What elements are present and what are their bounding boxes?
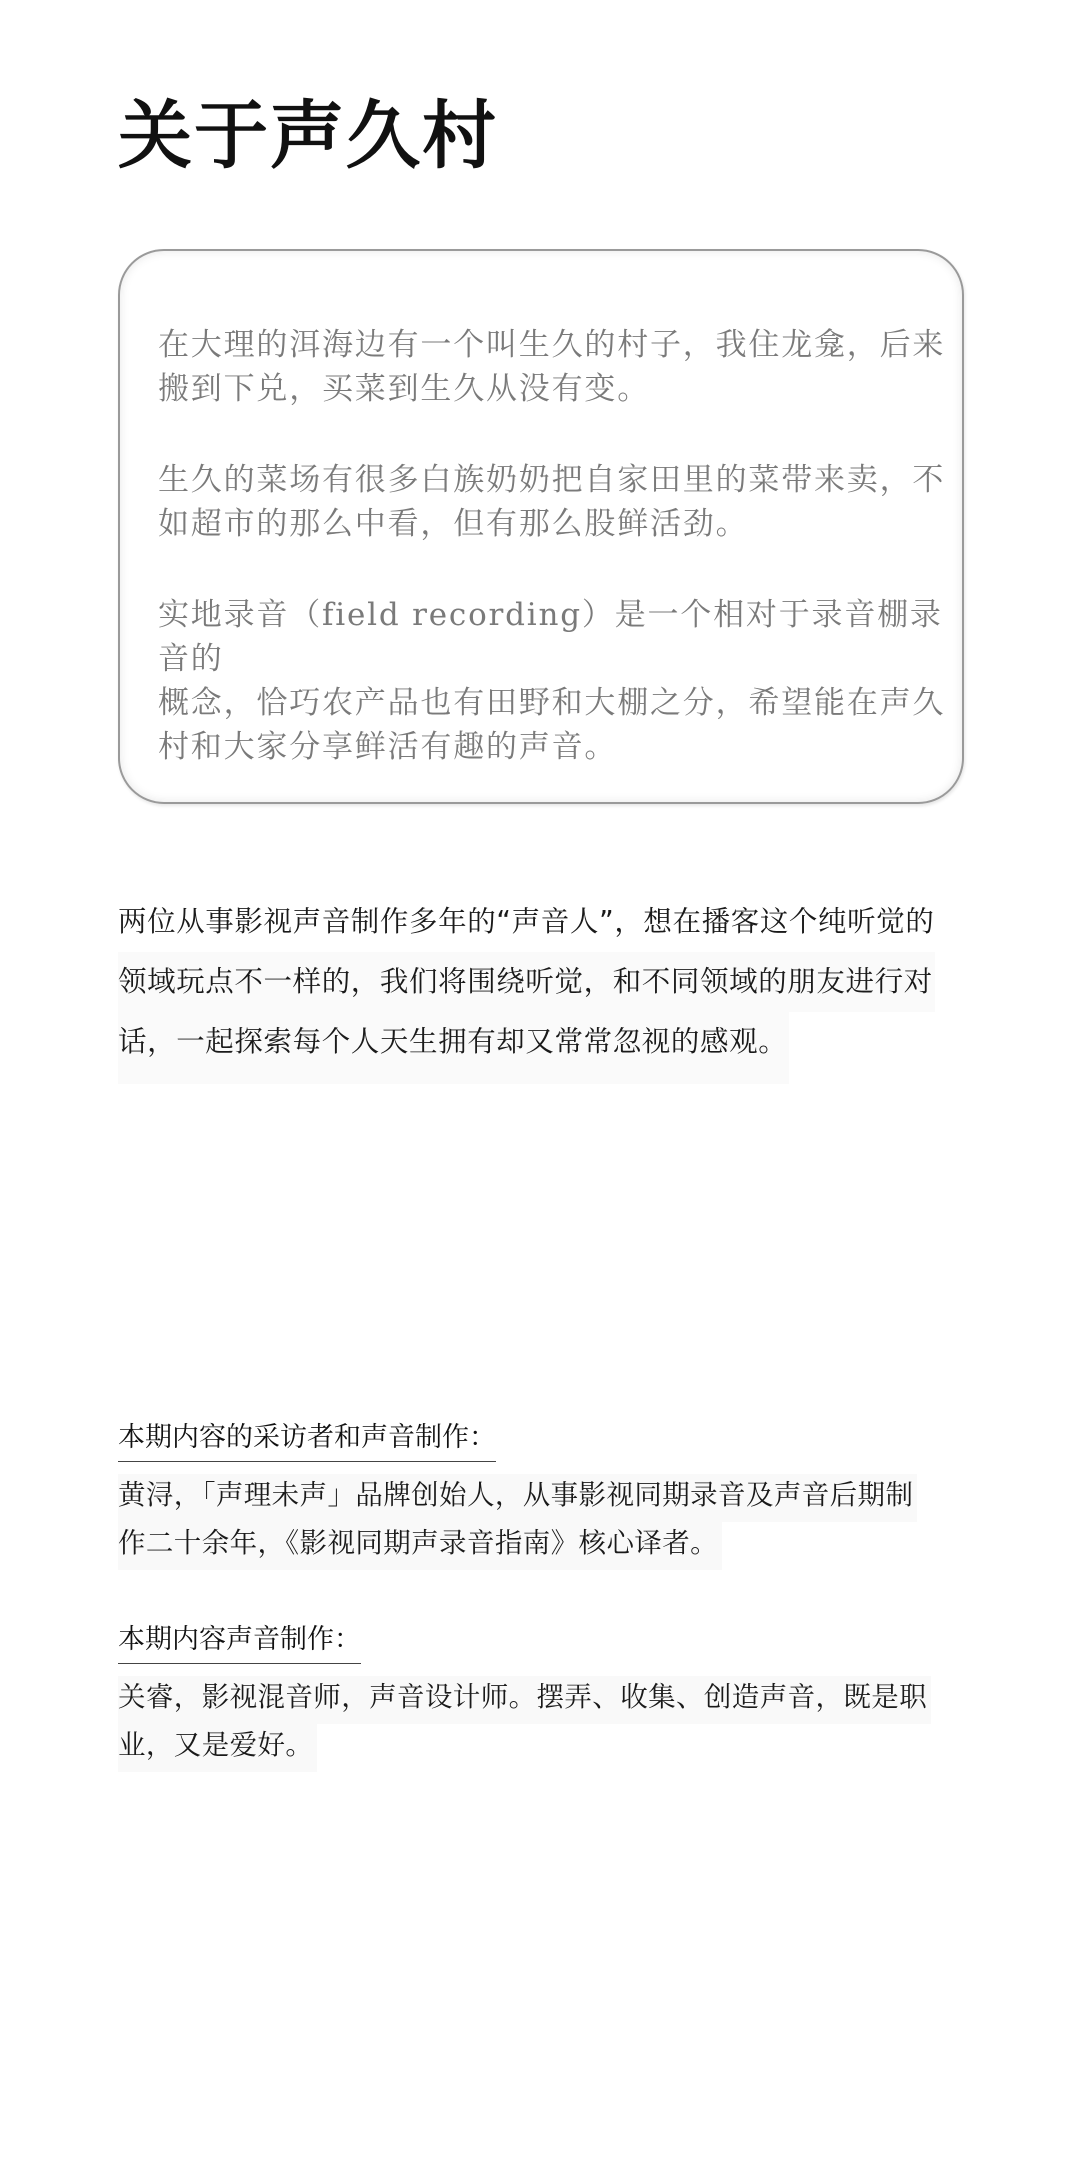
note-line: 在大理的洱海边有一个叫生久的村子，我住龙龛，后来: [158, 327, 946, 363]
page-title: 关于声久村: [118, 93, 498, 179]
note-line: 如超市的那么中看，但有那么股鲜活劲。: [158, 506, 749, 542]
intro-line: 话，一起探索每个人天生拥有却又常常忽视的感观。: [118, 1012, 789, 1084]
interviewer-credit-body: [118, 1474, 978, 1570]
sound-production-credit-heading: 本期内容声音制作：: [118, 1620, 361, 1664]
note-line: 生久的菜场有很多白族奶奶把自家田里的菜带来卖，不: [158, 462, 946, 498]
note-paragraph: [158, 458, 958, 546]
intro-line: 两位从事影视声音制作多年的“声音人”，想在播客这个纯听觉的: [118, 905, 935, 938]
credit-line: 关睿，影视混音师，声音设计师。摆弄、收集、创造声音，既是职: [118, 1676, 931, 1724]
note-paragraph: [158, 593, 958, 769]
credit-line: 黄浔，「声理未声」品牌创始人，从事影视同期录音及声音后期制: [118, 1474, 917, 1522]
intro-line: 领域玩点不一样的，我们将围绕听觉，和不同领域的朋友进行对: [118, 952, 935, 1012]
note-line: 村和大家分享鲜活有趣的声音。: [158, 729, 618, 765]
credit-line: 业，又是爱好。: [118, 1724, 317, 1772]
note-line: 实地录音（field recording）是一个相对于录音棚录音的: [158, 597, 943, 677]
podcast-intro-paragraph: [118, 892, 968, 1084]
note-line: 搬到下兑，买菜到生久从没有变。: [158, 371, 650, 407]
credit-line: 作二十余年，《影视同期声录音指南》核心译者。: [118, 1522, 722, 1570]
note-line: 概念，恰巧农产品也有田野和大棚之分，希望能在声久: [158, 685, 946, 721]
handwritten-note-card: [118, 249, 964, 804]
sound-production-credit-body: [118, 1676, 978, 1772]
interviewer-credit-heading: 本期内容的采访者和声音制作：: [118, 1418, 496, 1462]
note-paragraph: [158, 323, 958, 411]
